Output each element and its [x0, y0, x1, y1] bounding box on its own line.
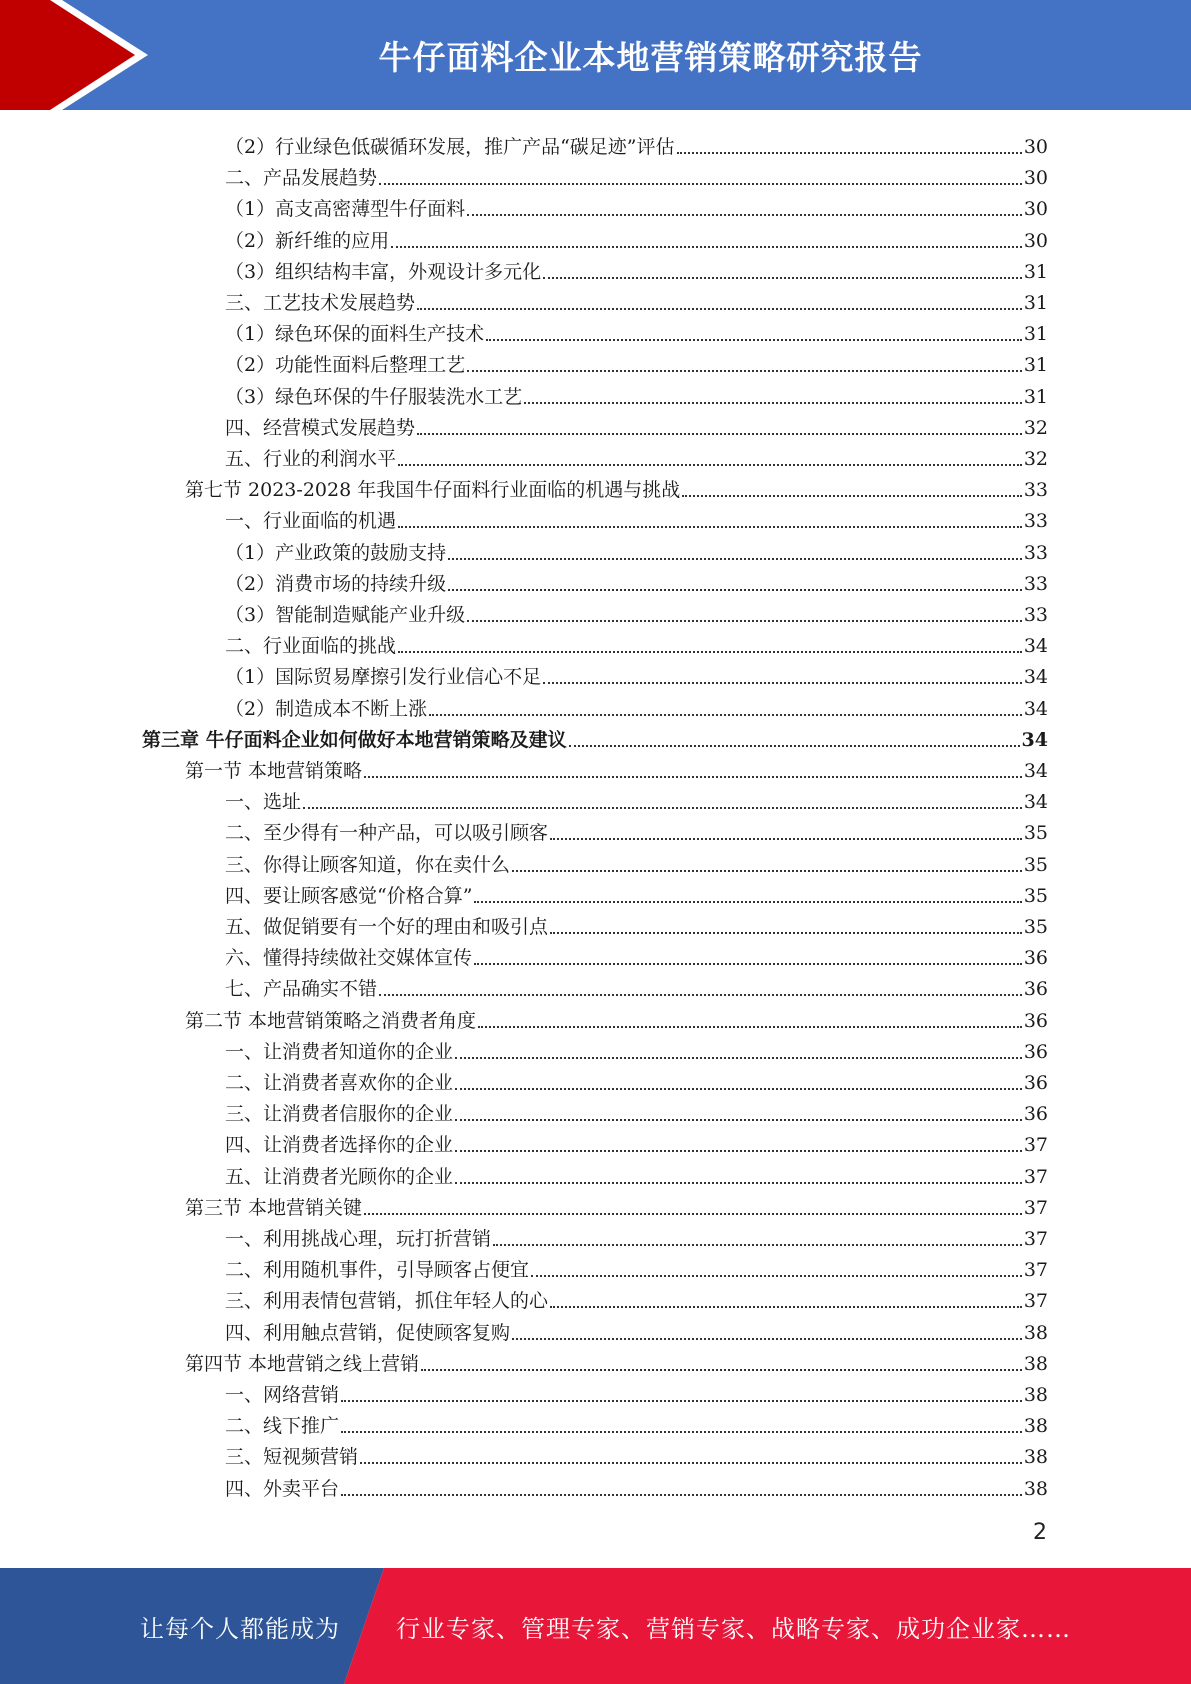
toc-entry[interactable]	[225, 1314, 1048, 1345]
toc-entry-label: 二、至少得有一种产品，可以吸引顾客	[225, 822, 549, 844]
toc-leader-dots	[379, 994, 1022, 996]
toc-leader-dots	[360, 1462, 1022, 1464]
toc-entry[interactable]	[225, 222, 1048, 253]
toc-entry-label: 二、产品发展趋势	[225, 167, 378, 189]
toc-entry-label: （2）新纤维的应用	[225, 230, 390, 252]
toc-entry[interactable]	[225, 1376, 1048, 1407]
toc-entry-label: 六、懂得持续做社交媒体宣传	[225, 947, 473, 969]
toc-leader-dots	[341, 1431, 1022, 1433]
toc-entry-label: （3）组织结构丰富，外观设计多元化	[225, 261, 542, 283]
toc-entry-label: 第四节 本地营销之线上营销	[185, 1353, 420, 1375]
toc-leader-dots	[303, 807, 1022, 809]
toc-entry-label: 五、行业的利润水平	[225, 448, 397, 470]
toc-entry-label: 七、产品确实不错	[225, 978, 378, 1000]
toc-entry-label: 一、网络营销	[225, 1384, 340, 1406]
toc-leader-dots	[478, 1026, 1022, 1028]
toc-leader-dots	[417, 308, 1022, 310]
toc-leader-dots	[512, 1338, 1022, 1340]
toc-leader-dots	[493, 1244, 1022, 1246]
toc-entry-page: 30	[1023, 230, 1048, 252]
toc-entry-label: 二、利用随机事件，引导顾客占便宜	[225, 1259, 530, 1281]
toc-entry-page: 31	[1023, 323, 1048, 345]
toc-entry-page: 37	[1023, 1166, 1048, 1188]
toc-leader-dots	[524, 402, 1022, 404]
toc-entry-page: 34	[1021, 729, 1048, 751]
toc-entry-page: 37	[1023, 1197, 1048, 1219]
toc-leader-dots	[391, 246, 1022, 248]
toc-entry-label: 三、短视频营销	[225, 1446, 359, 1468]
toc-entry[interactable]	[225, 253, 1048, 284]
report-header	[0, 0, 1191, 110]
toc-entry-label: 四、让消费者选择你的企业	[225, 1134, 454, 1156]
toc-leader-dots	[474, 963, 1022, 965]
toc-leader-dots	[543, 277, 1022, 279]
toc-entry-label: 三、你得让顾客知道，你在卖什么	[225, 854, 511, 876]
toc-entry-label: （2）功能性面料后整理工艺	[225, 354, 466, 376]
toc-entry-label: 五、做促销要有一个好的理由和吸引点	[225, 916, 549, 938]
toc-leader-dots	[341, 1400, 1022, 1402]
toc-entry[interactable]	[185, 1002, 1048, 1033]
toc-entry-page: 35	[1023, 885, 1048, 907]
toc-entry[interactable]	[225, 315, 1048, 346]
toc-entry-page: 38	[1023, 1446, 1048, 1468]
toc-entry-label: （1）绿色环保的面料生产技术	[225, 323, 485, 345]
toc-entry-label: （2）制造成本不断上涨	[225, 698, 428, 720]
toc-leader-dots	[455, 1088, 1022, 1090]
toc-entry-label: （2）行业绿色低碳循环发展，推广产品“碳足迹”评估	[225, 136, 675, 158]
toc-entry[interactable]	[225, 440, 1048, 471]
toc-entry[interactable]	[225, 284, 1048, 315]
toc-entry-page: 34	[1023, 698, 1048, 720]
toc-entry-page: 32	[1023, 417, 1048, 439]
toc-entry[interactable]	[225, 846, 1048, 877]
toc-leader-dots	[364, 776, 1022, 778]
toc-leader-dots	[364, 1213, 1022, 1215]
toc-leader-dots	[474, 901, 1021, 903]
toc-entry-page: 33	[1023, 510, 1048, 532]
toc-entry-label: 二、让消费者喜欢你的企业	[225, 1072, 454, 1094]
toc-entry-page: 30	[1023, 136, 1048, 158]
toc-entry-label: （2）消费市场的持续升级	[225, 573, 447, 595]
toc-entry[interactable]	[225, 877, 1048, 908]
toc-leader-dots	[569, 745, 1020, 747]
toc-entry[interactable]	[185, 752, 1048, 783]
toc-entry-label: 一、让消费者知道你的企业	[225, 1041, 454, 1063]
toc-entry-page: 33	[1023, 479, 1048, 501]
toc-leader-dots	[341, 1494, 1022, 1496]
toc-entry[interactable]	[225, 1407, 1048, 1438]
toc-entry-page: 32	[1023, 448, 1048, 470]
toc-leader-dots	[455, 1119, 1022, 1121]
toc-entry-page: 38	[1023, 1353, 1048, 1375]
toc-entry-page: 31	[1023, 354, 1048, 376]
toc-entry-page: 38	[1023, 1384, 1048, 1406]
header-arrow-icon	[0, 0, 160, 110]
toc-entry-page: 35	[1023, 854, 1048, 876]
toc-entry[interactable]	[225, 159, 1048, 190]
toc-entry-page: 34	[1023, 760, 1048, 782]
toc-leader-dots	[455, 1150, 1022, 1152]
toc-entry-page: 35	[1023, 822, 1048, 844]
toc-leader-dots	[531, 1275, 1022, 1277]
toc-entry[interactable]	[225, 908, 1048, 939]
toc-entry[interactable]	[142, 721, 1048, 752]
toc-entry-page: 37	[1023, 1290, 1048, 1312]
toc-entry[interactable]	[225, 565, 1048, 596]
toc-entry-page: 33	[1023, 573, 1048, 595]
toc-entry[interactable]	[225, 658, 1048, 689]
toc-leader-dots	[379, 183, 1022, 185]
toc-entry-page: 31	[1023, 292, 1048, 314]
toc-leader-dots	[448, 589, 1022, 591]
toc-entry-label: 四、外卖平台	[225, 1478, 340, 1500]
toc-leader-dots	[682, 495, 1022, 497]
footer-slogan-right: 行业专家、管理专家、营销专家、战略专家、成功企业家……	[396, 1614, 1071, 1643]
toc-entry-label: 一、选址	[225, 791, 302, 813]
toc-entry[interactable]	[225, 128, 1048, 159]
toc-leader-dots	[421, 1369, 1022, 1371]
toc-entry-label: 第三章 牛仔面料企业如何做好本地营销策略及建议	[142, 729, 567, 751]
toc-entry-page: 34	[1023, 635, 1048, 657]
toc-entry-page: 35	[1023, 916, 1048, 938]
toc-entry[interactable]	[225, 783, 1048, 814]
toc-entry[interactable]	[225, 409, 1048, 440]
toc-leader-dots	[467, 620, 1022, 622]
toc-entry-page: 36	[1023, 978, 1048, 1000]
toc-entry-label: 五、让消费者光顾你的企业	[225, 1166, 454, 1188]
toc-entry-label: 四、经营模式发展趋势	[225, 417, 416, 439]
toc-entry[interactable]	[225, 346, 1048, 377]
toc-entry-label: （3）智能制造赋能产业升级	[225, 604, 466, 626]
toc-entry[interactable]	[225, 502, 1048, 533]
toc-entry[interactable]	[225, 378, 1048, 409]
toc-entry-page: 33	[1023, 542, 1048, 564]
toc-entry-label: 二、行业面临的挑战	[225, 635, 397, 657]
toc-entry[interactable]	[225, 1251, 1048, 1282]
toc-entry-label: 四、要让顾客感觉“价格合算”	[225, 885, 473, 907]
toc-entry[interactable]	[225, 1438, 1048, 1469]
toc-leader-dots	[429, 714, 1022, 716]
toc-entry-label: （1）产业政策的鼓励支持	[225, 542, 447, 564]
toc-entry-label: 第一节 本地营销策略	[185, 760, 363, 782]
toc-leader-dots	[398, 464, 1022, 466]
toc-leader-dots	[398, 526, 1022, 528]
toc-entry[interactable]	[225, 1095, 1048, 1126]
toc-entry-page: 36	[1023, 1103, 1048, 1125]
report-title: 牛仔面料企业本地营销策略研究报告	[378, 37, 923, 77]
toc-entry-page: 36	[1023, 1072, 1048, 1094]
toc-entry-page: 37	[1023, 1228, 1048, 1250]
toc-leader-dots	[398, 651, 1022, 653]
toc-leader-dots	[550, 932, 1022, 934]
toc-entry-page: 34	[1023, 666, 1048, 688]
toc-entry-label: 一、行业面临的机遇	[225, 510, 397, 532]
toc-entry[interactable]	[225, 1470, 1048, 1501]
toc-entry[interactable]	[185, 471, 1048, 502]
toc-entry[interactable]	[225, 534, 1048, 565]
toc-leader-dots	[455, 1182, 1022, 1184]
toc-entry-page: 37	[1023, 1134, 1048, 1156]
toc-entry-page: 33	[1023, 604, 1048, 626]
footer-slogan-left: 让每个人都能成为	[140, 1614, 340, 1643]
toc-entry-label: 四、利用触点营销，促使顾客复购	[225, 1322, 511, 1344]
toc-entry-page: 36	[1023, 1010, 1048, 1032]
toc-entry-label: 第二节 本地营销策略之消费者角度	[185, 1010, 477, 1032]
toc-entry[interactable]	[225, 627, 1048, 658]
toc-entry[interactable]	[225, 1220, 1048, 1251]
toc-entry-page: 37	[1023, 1259, 1048, 1281]
toc-entry-label: （1）高支高密薄型牛仔面料	[225, 198, 466, 220]
toc-leader-dots	[467, 214, 1022, 216]
toc-leader-dots	[550, 838, 1022, 840]
toc-entry-page: 38	[1023, 1478, 1048, 1500]
toc-entry-label: 三、利用表情包营销，抓住年轻人的心	[225, 1290, 549, 1312]
toc-leader-dots	[486, 339, 1022, 341]
toc-entry[interactable]	[225, 1064, 1048, 1095]
toc-entry[interactable]	[225, 1158, 1048, 1189]
toc-entry-label: 三、工艺技术发展趋势	[225, 292, 416, 314]
toc-entry[interactable]	[225, 690, 1048, 721]
toc-leader-dots	[448, 558, 1022, 560]
toc-entry[interactable]	[225, 970, 1048, 1001]
toc-entry-page: 36	[1023, 1041, 1048, 1063]
toc-leader-dots	[467, 370, 1022, 372]
toc-entry[interactable]	[225, 1033, 1048, 1064]
toc-entry[interactable]	[225, 1282, 1048, 1313]
toc-entry[interactable]	[225, 939, 1048, 970]
page-number: 2	[1033, 1520, 1047, 1545]
toc-entry-label: 第七节 2023-2028 年我国牛仔面料行业面临的机遇与挑战	[185, 479, 681, 501]
toc-entry[interactable]	[225, 814, 1048, 845]
report-footer	[0, 1568, 1191, 1684]
toc-entry[interactable]	[185, 1189, 1048, 1220]
toc-leader-dots	[677, 152, 1022, 154]
toc-entry-page: 31	[1023, 261, 1048, 283]
toc-entry-page: 30	[1023, 198, 1048, 220]
toc-entry-page: 36	[1023, 947, 1048, 969]
toc-entry-page: 30	[1023, 167, 1048, 189]
toc-entry-label: （1）国际贸易摩擦引发行业信心不足	[225, 666, 542, 688]
toc-leader-dots	[417, 433, 1022, 435]
toc-entry[interactable]	[225, 190, 1048, 221]
toc-leader-dots	[550, 1306, 1022, 1308]
toc-entry-label: 第三节 本地营销关键	[185, 1197, 363, 1219]
toc-entry-page: 38	[1023, 1322, 1048, 1344]
toc-leader-dots	[455, 1057, 1022, 1059]
toc-entry-label: 三、让消费者信服你的企业	[225, 1103, 454, 1125]
toc-entry-page: 31	[1023, 386, 1048, 408]
toc-entry-label: 一、利用挑战心理，玩打折营销	[225, 1228, 492, 1250]
toc-entry[interactable]	[185, 1345, 1048, 1376]
toc-entry-page: 34	[1023, 791, 1048, 813]
toc-entry[interactable]	[225, 596, 1048, 627]
toc-entry[interactable]	[225, 1126, 1048, 1157]
toc-entry-label: 二、线下推广	[225, 1415, 340, 1437]
toc-leader-dots	[543, 682, 1022, 684]
toc-leader-dots	[512, 870, 1022, 872]
toc-entry-page: 38	[1023, 1415, 1048, 1437]
toc-entry-label: （3）绿色环保的牛仔服装洗水工艺	[225, 386, 523, 408]
